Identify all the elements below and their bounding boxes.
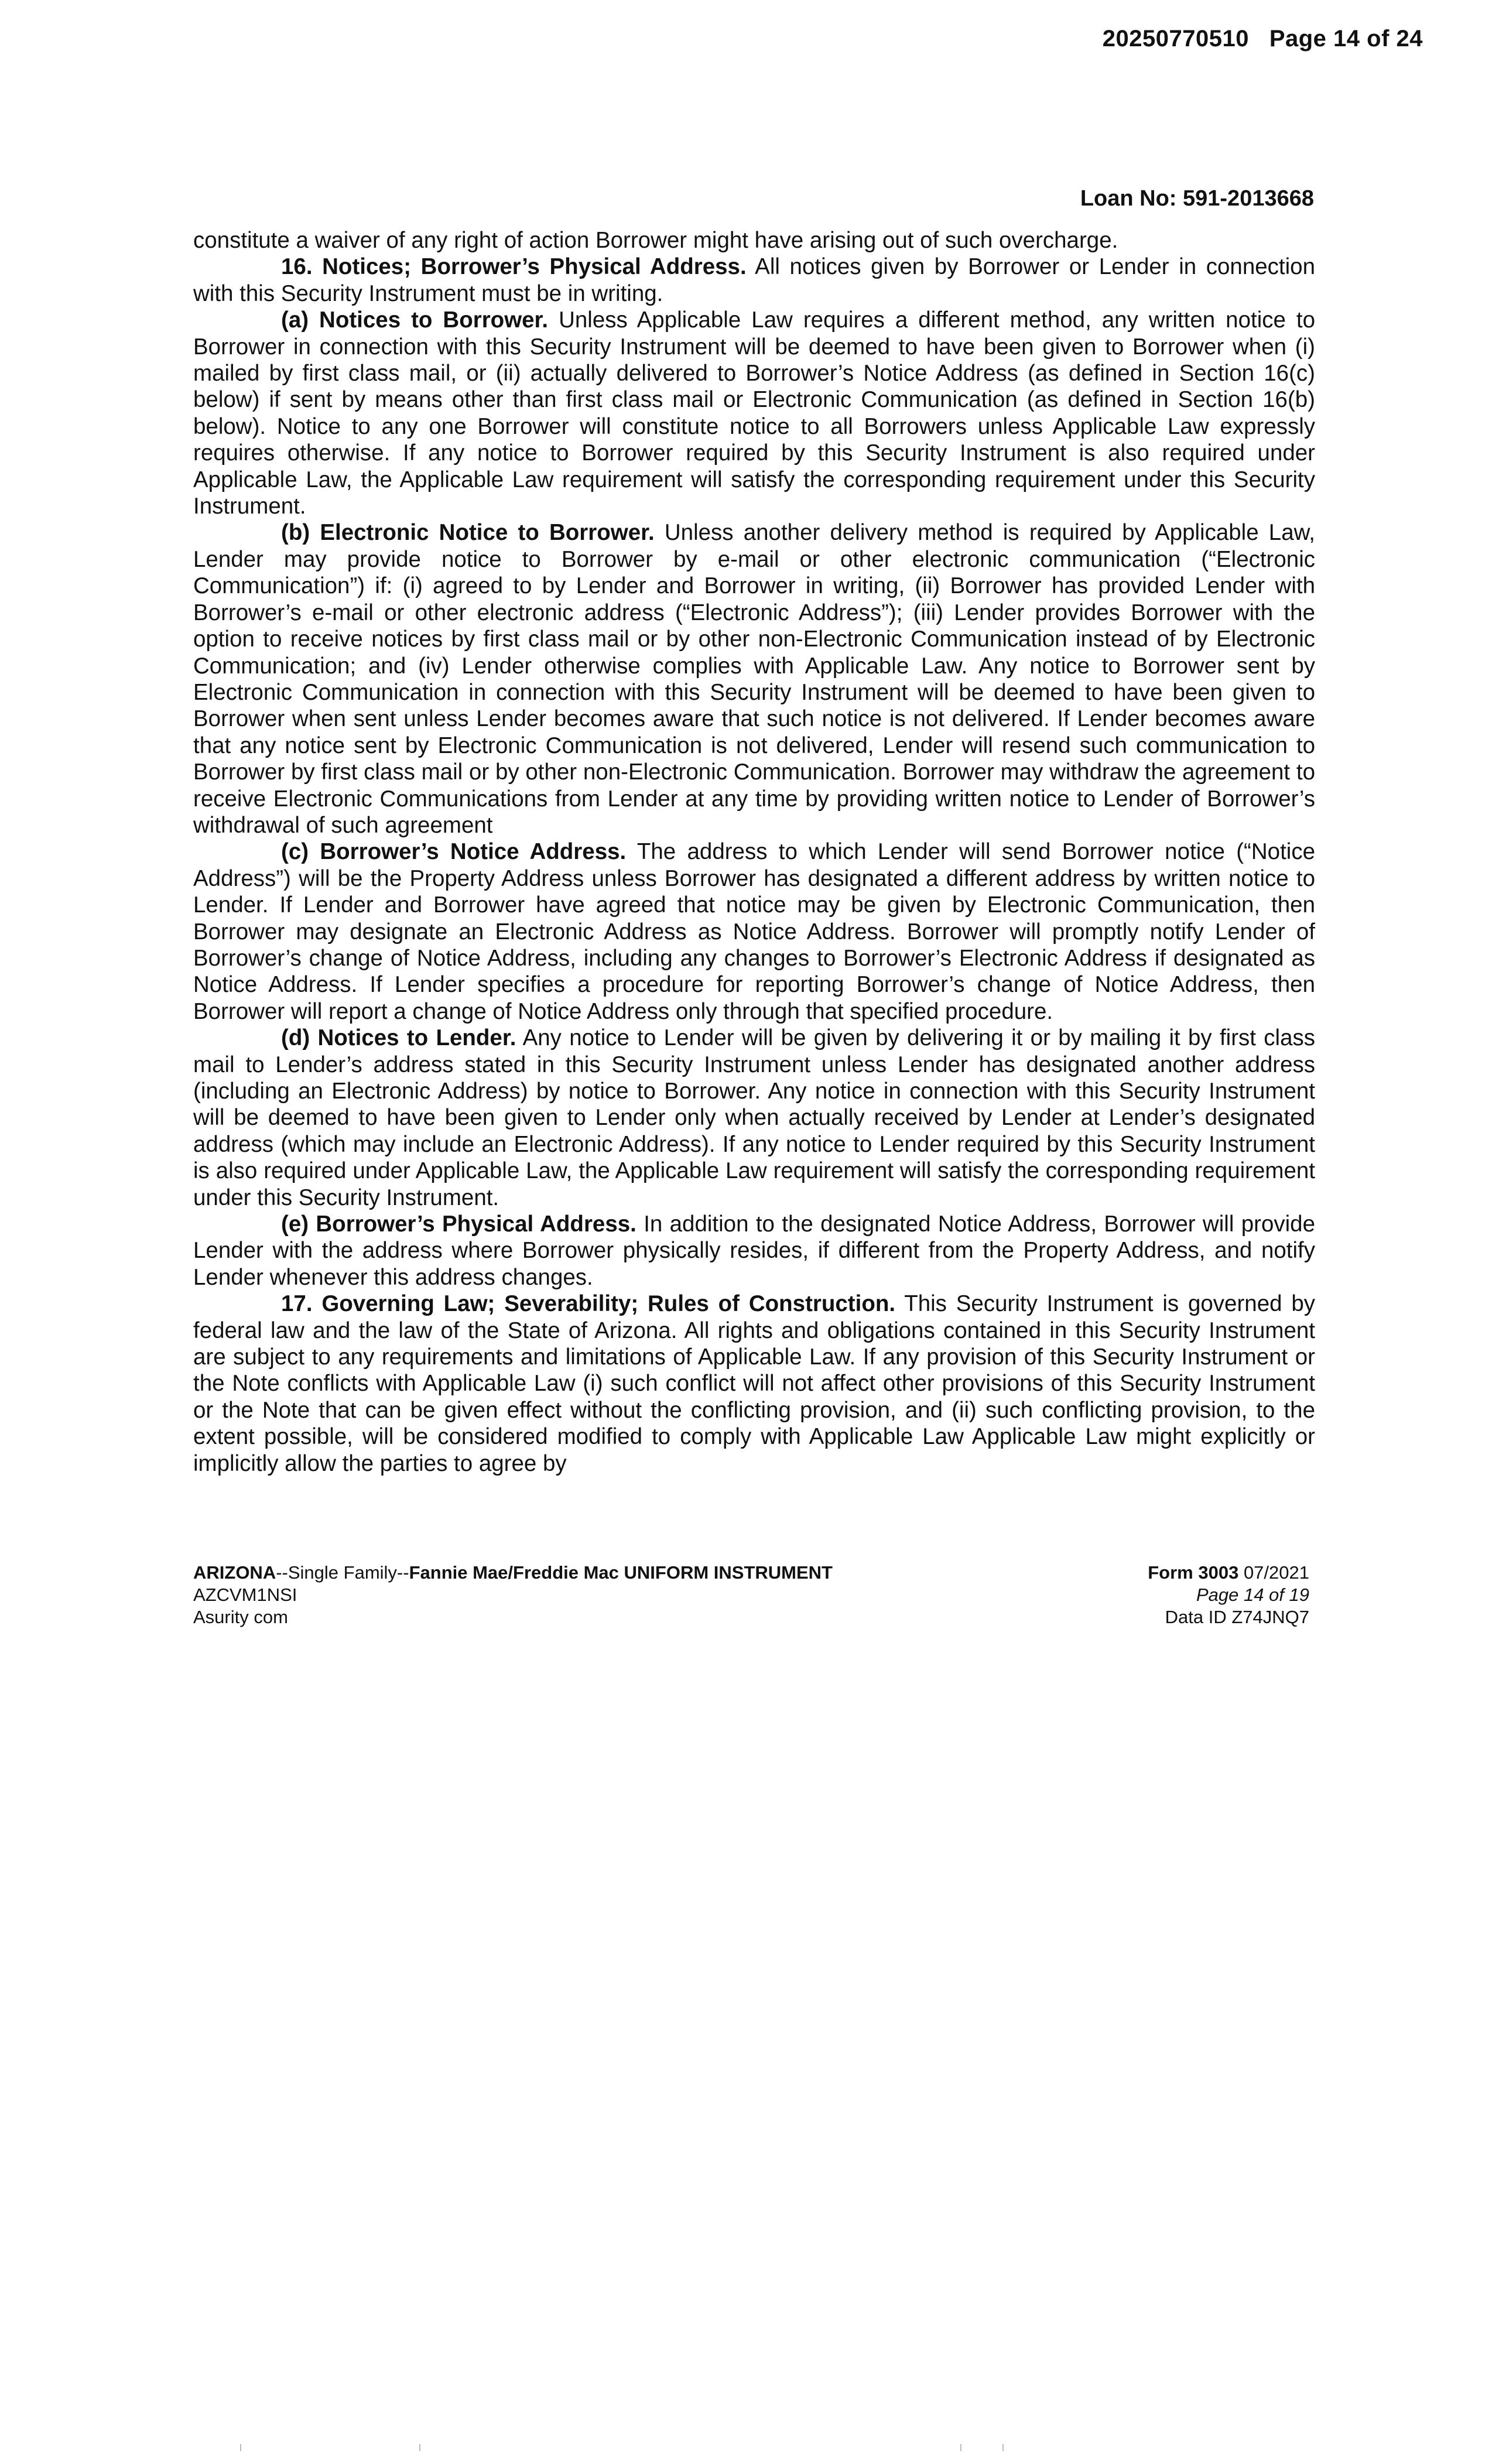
scan-mark — [960, 2444, 961, 2451]
footer-instrument-line — [193, 1562, 833, 1584]
section-16c — [193, 839, 1315, 1025]
section-16d-text: Any notice to Lender will be given by delivering it or by mailing it by first class mail to Lender’s address stated in this Security Instrument unless Lender has designated another address (including an Electronic Address) by notice to Borrower. Any notice in connection with this Security Instrument will be deemed to have been given to Lender only when actually received by Lender at Lender’s designated address (which may include an Electronic Address). If any notice to Lender required by this Security Instrument is also required under Applicable Law, the Applicable Law requirement will satisfy the corresponding requirement under this Security Instrument. — [193, 1025, 1315, 1210]
footer-form: Form 3003 — [1148, 1562, 1239, 1583]
footer-doc-code: AZCVM1NSI — [193, 1585, 297, 1605]
record-header — [1103, 26, 1423, 52]
section-16-text: All notices given by Borrower or Lender in connection with this Security Instrument must be in writing. — [193, 254, 1315, 306]
section-16 — [193, 254, 1315, 307]
footer-instrument: Fannie Mae/Freddie Mac UNIFORM INSTRUMENT — [409, 1562, 833, 1583]
section-16e-text: In addition to the designated Notice Address, Borrower will provide Lender with the address where Borrower physically resides, if different from the Property Address, and notify Lender whenever this address changes. — [193, 1212, 1315, 1290]
recorded-page-label: Page 14 of 24 — [1269, 26, 1423, 52]
section-16d-heading: (d) Notices to Lender. — [281, 1025, 516, 1051]
section-16-heading: 16. Notices; Borrower’s Physical Address. — [281, 254, 747, 280]
section-16a-text: Unless Applicable Law requires a different method, any written notice to Borrower in connection with this Security Instrument will be deemed to have been given to Borrower when (i) mailed by first class mail, or (ii) actually delivered to Borrower’s Notice Address (as defined in Section 16(c) below) if sent by means other than first class mail or Electronic Communication (as defined in Section 16(b) below). Notice to any one Borrower will constitute notice to all Borrowers unless Applicable Law expressly requires otherwise. If any notice to Borrower required by this Security Instrument is also required under Applicable Law, the Applicable Law requirement will satisfy the corresponding requirement under this Security Instrument. — [193, 307, 1315, 519]
footer-form-line — [1148, 1562, 1309, 1584]
section-16b — [193, 519, 1315, 839]
section-17 — [193, 1291, 1315, 1477]
scan-mark — [419, 2444, 420, 2451]
footer-site: Asurity com — [193, 1607, 288, 1627]
section-16b-text: Unless another delivery method is required by Applicable Law, Lender may provide notice to Borrower by e-mail or other electronic communication (“Electronic Communication”) if: (i) agreed to by Lender and Borrower in writing, (ii) Borrower has provided Lender with Borrower’s e-mail or other electronic address (“Electronic Address”); (iii) Lender provides Borrower with the option to receive notices by first class mail or by other non-Electronic Communication instead of by Electronic Communication; and (iv) Lender otherwise complies with Applicable Law. Any notice to Borrower sent by Electronic Communication in connection with this Security Instrument will be deemed to have been given to Borrower when sent unless Lender becomes aware that such notice is not delivered. If Lender becomes aware that any notice sent by Electronic Communication is not delivered, Lender will resend such communication to Borrower by first class mail or by other non-Electronic Communication. Borrower may withdraw the agreement to receive Electronic Communications from Lender at any time by providing written notice to Lender of Borrower’s withdrawal of such agreement — [193, 520, 1315, 838]
document-body — [193, 227, 1315, 1477]
footer-family: --Single Family-- — [276, 1562, 409, 1583]
section-16d — [193, 1025, 1315, 1211]
section-16c-heading: (c) Borrower’s Notice Address. — [281, 839, 627, 865]
section-17-text: This Security Instrument is governed by federal law and the law of the State of Arizona. All rights and obligations contained in this Security Instrument are subject to any requirements and limitations of Applicable Law. If any provision of this Security Instrument or the Note conflicts with Applicable Law (i) such conflict will not affect other provisions of this Security Instrument or the Note that can be given effect without the conflicting provision, and (ii) such conflicting provision, to the extent possible, will be considered modified to comply with Applicable Law Applicable Law might explicitly or implicitly allow the parties to agree by — [193, 1291, 1315, 1476]
footer-state: ARIZONA — [193, 1562, 276, 1583]
section-16b-heading: (b) Electronic Notice to Borrower. — [281, 520, 655, 546]
section-16e-heading: (e) Borrower’s Physical Address. — [281, 1212, 636, 1237]
continuation-paragraph: constitute a waiver of any right of action Borrower might have arising out of such overcharge. — [193, 228, 1118, 253]
section-17-heading: 17. Governing Law; Severability; Rules of Construction. — [281, 1291, 896, 1317]
section-16c-text: The address to which Lender will send Borrower notice (“Notice Address”) will be the Property Address unless Borrower has designated a different address by written notice to Lender. If Lender and Borrower have agreed that notice may be given by Electronic Communication, then Borrower may designate an Electronic Address as Notice Address. Borrower will promptly notify Lender of Borrower’s change of Notice Address, including any changes to Borrower’s Electronic Address if designated as Notice Address. If Lender specifies a procedure for reporting Borrower’s change of Notice Address, then Borrower will report a change of Notice Address only through that specified procedure. — [193, 839, 1315, 1024]
footer-left — [193, 1562, 833, 1628]
scan-mark — [1002, 2444, 1004, 2451]
loan-number: Loan No: 591-2013668 — [1080, 186, 1314, 211]
footer-page-number: Page 14 of 19 — [1196, 1585, 1309, 1605]
footer-right — [1148, 1562, 1309, 1628]
section-16a — [193, 307, 1315, 519]
footer-form-date: 07/2021 — [1238, 1562, 1309, 1583]
scan-mark — [240, 2444, 241, 2451]
section-16e — [193, 1211, 1315, 1291]
record-number: 20250770510 — [1102, 26, 1249, 52]
section-16a-heading: (a) Notices to Borrower. — [281, 307, 549, 333]
footer-data-id: Data ID Z74JNQ7 — [1165, 1607, 1309, 1627]
